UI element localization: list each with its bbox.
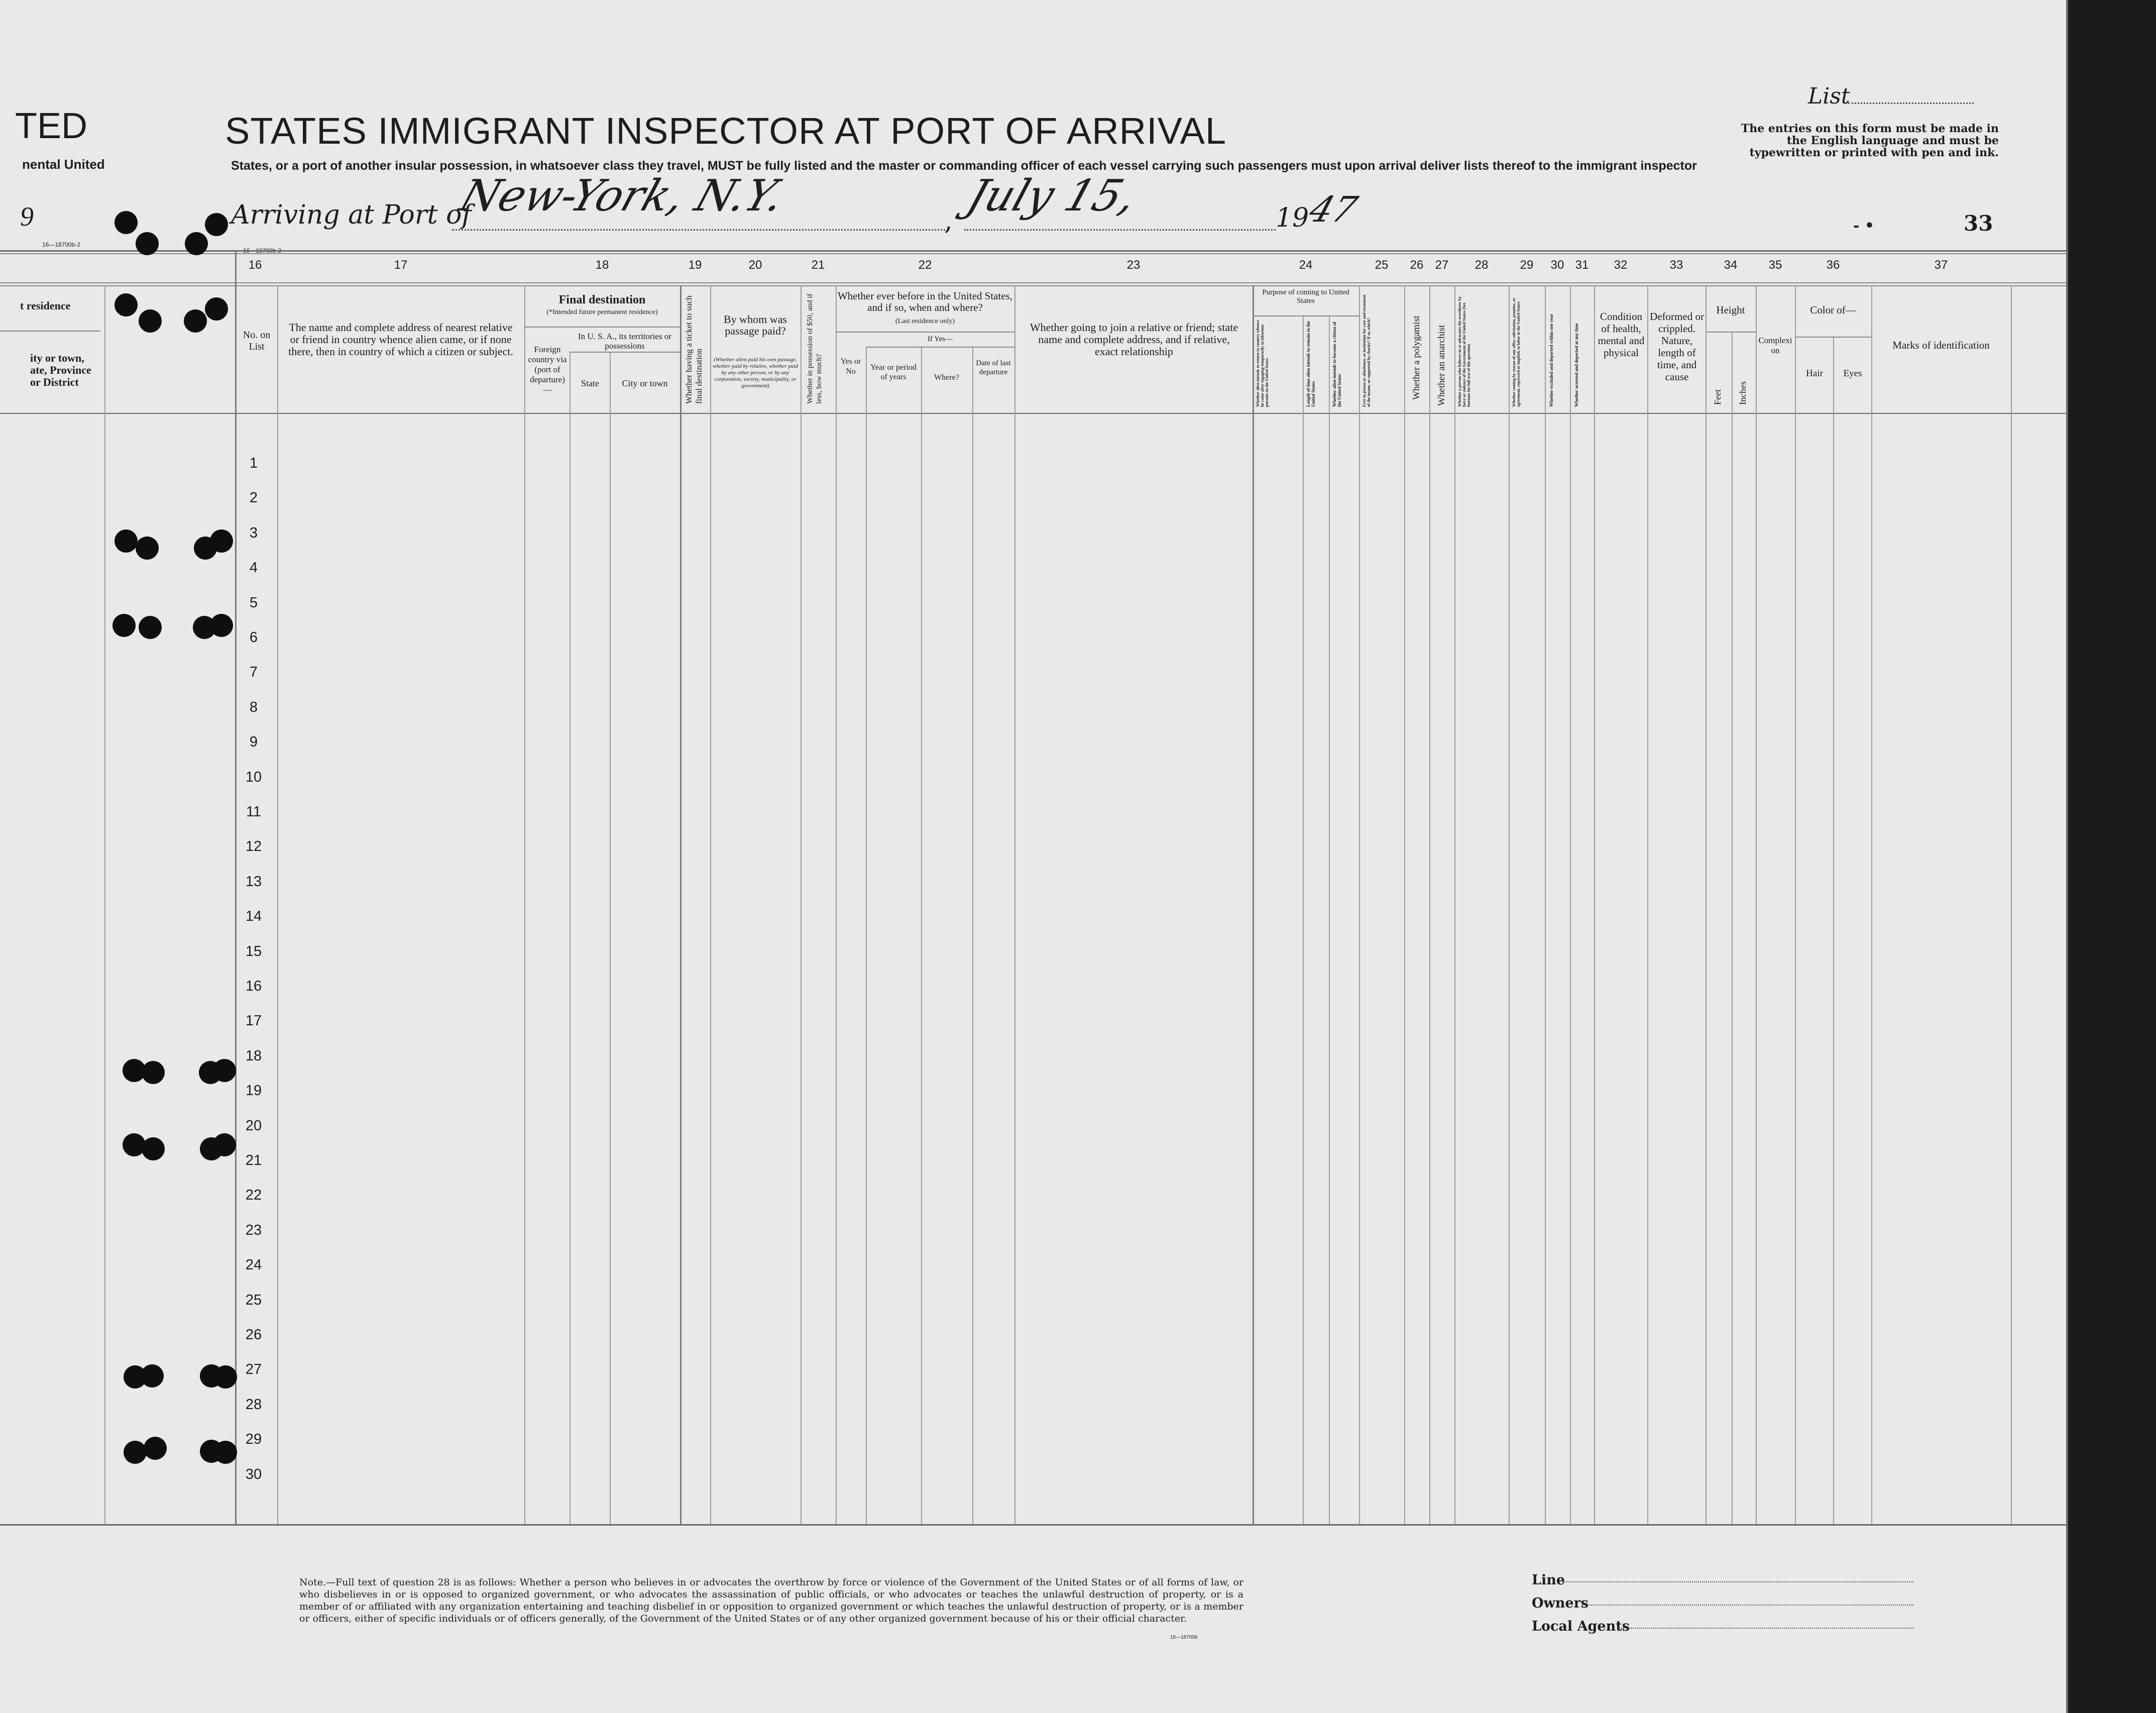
- rule-col18-sub: [524, 327, 680, 328]
- punch-hole: [142, 1061, 165, 1084]
- hdr-24: Purpose of coming to United States: [1262, 288, 1349, 305]
- col-line: [1594, 285, 1595, 1524]
- col-line: [1359, 285, 1360, 1524]
- hdr-20-sub: (Whether alien paid his own passage, whether paid by relative, whether paid by any other person, or by any corporation, society, municipality, or government): [712, 357, 799, 389]
- colnum-34: 34: [1724, 258, 1738, 272]
- col-line: [1454, 285, 1455, 1524]
- rule-col34-sub: [1706, 332, 1756, 333]
- row-number: 25: [245, 1292, 262, 1308]
- hdr-22-date: Date of last departure: [976, 359, 1011, 376]
- footer-line-field[interactable]: [1562, 1581, 1913, 1582]
- row-number: 20: [245, 1117, 262, 1134]
- hdr-26: Whether a polygamist: [1411, 315, 1422, 400]
- col-line: [1871, 285, 1872, 1524]
- col-line: [1647, 285, 1648, 1524]
- colnum-25: 25: [1375, 258, 1389, 272]
- row-number: 12: [245, 838, 262, 855]
- colnum-33: 33: [1669, 258, 1683, 272]
- hdr-30: Whether excluded and deported within one year: [1549, 313, 1554, 407]
- punch-hole: [185, 232, 208, 255]
- hdr-35: Complexion: [1758, 336, 1792, 355]
- row-number: 26: [245, 1327, 262, 1343]
- year-handwritten: 47: [1304, 189, 1363, 230]
- colnum-18: 18: [595, 258, 609, 272]
- row-number: 22: [245, 1187, 262, 1204]
- rule-top: [0, 250, 2068, 252]
- punch-hole: [205, 297, 228, 320]
- arriving-label: Arriving at Port of: [231, 200, 472, 230]
- punch-hole: [139, 616, 162, 639]
- col-line: [1756, 285, 1757, 1524]
- hdr-24-b: Length of time alien intends to remain in the United States: [1306, 321, 1316, 407]
- punch-hole: [210, 614, 233, 637]
- hdr-33: Deformed or crippled. Nature, length of time, and cause: [1650, 310, 1704, 383]
- col-line: [277, 285, 278, 1524]
- fragment-year-digit: 9: [20, 201, 34, 232]
- punch-hole: [205, 213, 228, 236]
- port-dotted-line: [452, 229, 949, 231]
- date-dotted-line: [964, 229, 1276, 231]
- row-number: 16: [245, 978, 262, 994]
- hdr-23: Whether going to join a relative or friend; state name and complete address, and if relative, exact relationship: [1030, 321, 1238, 358]
- row-number: 15: [245, 943, 262, 959]
- row-number: 6: [249, 629, 258, 646]
- row-number: 27: [245, 1361, 262, 1378]
- col-line: [680, 285, 682, 1524]
- punch-hole: [214, 1441, 237, 1464]
- colnum-35: 35: [1768, 258, 1782, 272]
- row-number: 13: [245, 873, 262, 890]
- footer-agents-label: Local Agents: [1532, 1619, 1630, 1634]
- col-line: [1732, 332, 1733, 1524]
- hdr-18-sub: (*Intended future permanent residence): [546, 308, 658, 316]
- col-line: [1545, 285, 1546, 1524]
- row-number: 14: [245, 908, 262, 925]
- hdr-19: Whether having a ticket to such final destination: [684, 295, 704, 404]
- col-line: [836, 285, 837, 1524]
- punch-hole: [124, 1441, 147, 1464]
- hdr-22-where: Where?: [934, 373, 959, 382]
- col-line: [1570, 285, 1571, 1524]
- colnum-24: 24: [1299, 258, 1313, 272]
- hdr-18: Final destination: [558, 293, 646, 306]
- rule-col36-sub: [1795, 337, 1871, 338]
- colnum-30: 30: [1550, 258, 1564, 272]
- colnum-16: 16: [248, 258, 262, 272]
- punch-hole: [141, 1364, 164, 1387]
- punch-hole: [210, 529, 233, 553]
- punch-hole: [115, 529, 138, 553]
- rule-left-residence: [0, 331, 100, 332]
- colnum-19: 19: [688, 258, 702, 272]
- row-number: 3: [249, 524, 258, 541]
- colnum-32: 32: [1614, 258, 1628, 272]
- fragment-mental: nental United: [22, 157, 105, 172]
- hdr-36-eyes: Eyes: [1843, 368, 1862, 379]
- hdr-22-ifyes: If Yes—: [927, 335, 953, 343]
- page-edge: [2066, 0, 2068, 1713]
- punch-hole: [213, 1059, 236, 1082]
- row-number: 17: [245, 1013, 262, 1029]
- punch-hole: [139, 309, 162, 333]
- colnum-37: 37: [1934, 258, 1948, 272]
- fragment-state: ate, Province: [30, 364, 91, 376]
- hdr-21: Whether in possession of $50, and if less, how much?: [806, 293, 823, 404]
- col-line: [524, 285, 525, 1524]
- hdr-18-foreign: Foreign country via (port of departure)—: [528, 345, 567, 394]
- hdr-20: By whom was passage paid?: [724, 313, 787, 337]
- col-line: [2011, 285, 2012, 1524]
- footer-owners-field[interactable]: [1582, 1604, 1913, 1605]
- rule-top2: [0, 253, 2068, 254]
- hdr-16: No. on List: [243, 330, 271, 352]
- hdr-34-feet: Feet: [1713, 389, 1723, 405]
- col-line: [104, 285, 105, 1524]
- punch-hole: [115, 293, 138, 316]
- row-number: 8: [249, 699, 258, 715]
- col-line: [570, 352, 571, 1524]
- hdr-18-city: City or town: [622, 378, 668, 388]
- colnum-23: 23: [1126, 258, 1141, 272]
- punch-hole: [144, 1437, 167, 1460]
- dash-marks: - •: [1853, 217, 1875, 235]
- punch-hole: [142, 1137, 165, 1160]
- col-line: [1509, 285, 1510, 1524]
- form-title: STATES IMMIGRANT INSPECTOR AT PORT OF ARRIVAL: [225, 110, 1227, 152]
- hdr-22-yesno: Yes or No: [840, 357, 861, 376]
- rule-col22-sub2: [866, 347, 1014, 348]
- col-line: [972, 347, 973, 1524]
- form-code-bottom: 16—18700b: [1170, 1635, 1198, 1640]
- col-line: [1329, 315, 1330, 1524]
- hdr-29: Whether coming by reason of any offer, solicitation, promise, or agreement, expressed or implied, to labor in the United States: [1512, 298, 1521, 407]
- row-number: 23: [245, 1222, 262, 1238]
- punch-hole: [136, 232, 159, 255]
- comma-sep: ,: [944, 206, 953, 236]
- row-number: 9: [249, 734, 258, 751]
- rule-header-bottom: [0, 413, 2068, 414]
- footnote: Note.—Full text of question 28 is as follows: Whether a person who believes in or advocates the overthrow by force or violence of the Government of the United States or of all forms of law, or who disbelieves in or is opposed to organized government, or who advocates the assassination of public officials, or who advocates or teaches the unlawful destruction of property, or is a member of or affiliated with any organization entertaining and teaching disbelief in or opposition to organized government or which teaches the unlawful destruction of property, or is a member or officers, either of specific individuals or of officers generally, of the Government of the United States or of any other organized government because of his or their official character.: [299, 1577, 1243, 1624]
- colnum-36: 36: [1826, 258, 1840, 272]
- colnum-31: 31: [1575, 258, 1589, 272]
- fragment-city: ity or town,: [30, 352, 84, 364]
- date-handwritten: July 15,: [961, 171, 1144, 221]
- colnum-22: 22: [918, 258, 932, 272]
- col-line: [1795, 285, 1796, 1524]
- list-number: 33: [1964, 211, 1993, 236]
- form-code-left: 16—18700b-2: [42, 241, 81, 248]
- footer-owners-label: Owners: [1532, 1595, 1588, 1611]
- colnum-21: 21: [811, 258, 825, 272]
- hdr-34: Height: [1716, 304, 1745, 316]
- hdr-28: Whether a person who believes in or advocates the overthrow by force or violence of the Government of the United States (See footnote for full text of this question): [1457, 296, 1471, 407]
- rule-numbers: [0, 282, 2068, 283]
- hdr-36-hair: Hair: [1806, 368, 1823, 379]
- footer-line-label: Line: [1532, 1572, 1565, 1588]
- hdr-22: Whether ever before in the United States, and if so, when and where?: [837, 290, 1013, 313]
- fragment-ited: TED: [15, 106, 87, 146]
- colnum-29: 29: [1520, 258, 1534, 272]
- form-subtitle: States, or a port of another insular possession, in whatsoever class they travel, MUST be fully listed and the master or commanding officer of each vessel carrying such passengers must upon arrival deliver lists thereof to the immigrant inspector: [231, 159, 1697, 173]
- hdr-22-sub: (Last residence only): [895, 317, 955, 325]
- punch-hole: [112, 614, 136, 637]
- fragment-district: or District: [30, 376, 79, 388]
- col-line: [866, 347, 867, 1524]
- row-number: 19: [245, 1083, 262, 1099]
- row-number: 21: [245, 1152, 262, 1168]
- col-line: [710, 285, 711, 1524]
- hdr-36: Color of—: [1810, 304, 1856, 316]
- rule-col18-sub2: [570, 352, 680, 353]
- hdr-18-usa: In U. S. A., its territories or possessions: [578, 332, 672, 351]
- row-number: 5: [249, 594, 258, 611]
- hdr-17: The name and complete address of nearest relative or friend in country whence alien came, or if none there, then in country of which a citizen or subject.: [288, 321, 513, 358]
- col-line: [610, 352, 611, 1524]
- rule-col22-sub: [836, 332, 1014, 333]
- list-dotted-line: [1848, 102, 1974, 104]
- row-number: 1: [249, 455, 258, 471]
- hdr-37: Marks of identification: [1892, 339, 1990, 351]
- row-number: 28: [245, 1396, 262, 1413]
- punch-hole: [184, 309, 207, 333]
- punch-hole: [115, 211, 138, 234]
- port-handwritten: New-York, N.Y.: [453, 171, 791, 221]
- rule-table-bottom: [0, 1524, 2068, 1526]
- row-number: 29: [245, 1431, 262, 1448]
- colnum-28: 28: [1474, 258, 1489, 272]
- punch-hole: [136, 537, 159, 560]
- form-instructions: The entries on this form must be made in the English language and must be typewritten or printed with pen and ink.: [1741, 122, 1999, 159]
- colnum-26: 26: [1410, 258, 1424, 272]
- row-number: 18: [245, 1047, 262, 1064]
- fragment-residence: t residence: [20, 299, 71, 312]
- row-number: 7: [249, 664, 258, 681]
- row-number: 2: [249, 490, 258, 506]
- row-number: 4: [249, 560, 258, 576]
- hdr-24-a: Whether alien intends to return to country whence he came after engaging temporarily in laborious pursuits in the United States: [1256, 320, 1269, 407]
- hdr-25: Ever in prison or almshouse, or institution for care and treatment of the insane, or supported by charity? If so, which?: [1362, 294, 1371, 407]
- row-number: 10: [245, 769, 262, 785]
- footer-agents-field[interactable]: [1617, 1628, 1913, 1629]
- col-line: [1429, 285, 1430, 1524]
- col-line: [1706, 285, 1707, 1524]
- col-line: [1014, 285, 1015, 1524]
- hdr-24-c: Whether alien intends to become a citizen of the United States: [1332, 322, 1342, 407]
- hdr-32: Condition of health, mental and physical: [1598, 310, 1645, 359]
- col-line: [1303, 315, 1304, 1524]
- row-number: 24: [245, 1257, 262, 1273]
- punch-hole: [214, 1365, 237, 1388]
- punch-hole: [213, 1133, 236, 1156]
- year-printed: 19: [1276, 203, 1309, 233]
- list-label: List: [1808, 83, 1850, 109]
- colnum-20: 20: [748, 258, 762, 272]
- colnum-27: 27: [1435, 258, 1449, 272]
- col-line: [921, 347, 922, 1524]
- rule-numbers2: [0, 285, 2068, 286]
- col-line: [1833, 337, 1834, 1524]
- hdr-31: Whether arrested and deported at any time: [1574, 323, 1579, 407]
- hdr-27: Whether an anarchist: [1436, 325, 1447, 406]
- row-number: 11: [246, 804, 262, 820]
- colnum-17: 17: [394, 258, 408, 272]
- hdr-34-inches: Inches: [1738, 381, 1748, 405]
- col-line: [1253, 285, 1254, 1524]
- row-number: 30: [245, 1466, 262, 1482]
- col-line: [801, 285, 802, 1524]
- col-line: [1404, 285, 1405, 1524]
- hdr-22-year: Year or period of years: [870, 363, 917, 381]
- hdr-18-state: State: [581, 378, 599, 388]
